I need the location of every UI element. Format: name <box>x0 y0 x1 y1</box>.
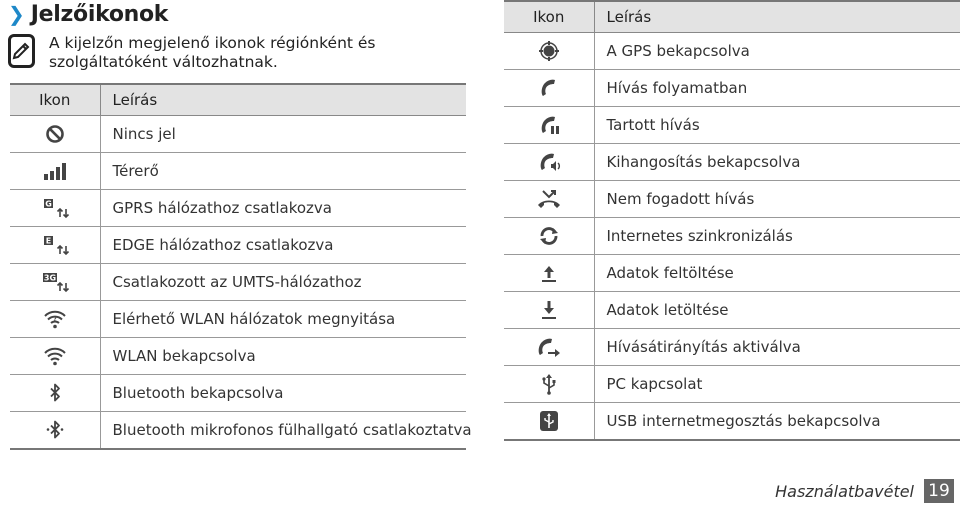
table-row <box>10 153 466 190</box>
table-row <box>504 181 960 218</box>
icon-cell <box>504 218 594 255</box>
description-cell: Nem fogadott hívás <box>594 181 960 218</box>
page-number: 19 <box>924 479 954 503</box>
description-cell: GPRS hálózathoz csatlakozva <box>100 190 466 227</box>
umts-3g-icon <box>40 271 70 293</box>
edge-icon <box>40 234 70 256</box>
usb-tether-icon <box>534 410 564 432</box>
icon-cell <box>10 116 100 153</box>
upload-icon <box>534 262 564 284</box>
table-row <box>504 403 960 441</box>
header-icon: Ikon <box>10 84 100 116</box>
table-row <box>504 255 960 292</box>
description-cell: Térerő <box>100 153 466 190</box>
description-cell: PC kapcsolat <box>594 366 960 403</box>
section-heading <box>8 0 168 28</box>
table-row <box>504 329 960 366</box>
icon-cell <box>10 227 100 264</box>
table-row <box>10 301 466 338</box>
right-icon-table <box>504 0 960 441</box>
sync-icon <box>534 225 564 247</box>
icon-cell <box>504 329 594 366</box>
table-row <box>504 144 960 181</box>
bluetooth-headset-icon <box>40 419 70 441</box>
svg-text:3G: 3G <box>43 273 56 283</box>
icon-cell <box>504 403 594 441</box>
table-row <box>10 190 466 227</box>
description-cell: Elérhető WLAN hálózatok megnyitása <box>100 301 466 338</box>
icon-cell <box>10 190 100 227</box>
missed-call-icon <box>534 188 564 210</box>
icon-cell <box>504 255 594 292</box>
left-icon-table <box>10 83 472 450</box>
table-row <box>504 292 960 329</box>
icon-cell <box>504 366 594 403</box>
header-icon: Ikon <box>504 1 594 33</box>
description-cell: Kihangosítás bekapcsolva <box>594 144 960 181</box>
note-box <box>8 34 468 72</box>
icon-cell <box>504 181 594 218</box>
icon-cell <box>504 292 594 329</box>
description-cell: Bluetooth mikrofonos fülhallgató csatlakoztatva <box>100 412 466 450</box>
svg-text:E: E <box>45 236 51 246</box>
icon-cell <box>504 144 594 181</box>
usb-icon <box>534 373 564 395</box>
description-cell: WLAN bekapcsolva <box>100 338 466 375</box>
description-cell: Hívásátirányítás aktiválva <box>594 329 960 366</box>
description-cell: Hívás folyamatban <box>594 70 960 107</box>
section-title: Jelzőikonok <box>30 1 169 27</box>
description-cell: Adatok letöltése <box>594 292 960 329</box>
no-signal-icon <box>40 123 70 145</box>
svg-text:G: G <box>44 199 52 209</box>
description-cell: Nincs jel <box>100 116 466 153</box>
icon-cell <box>10 301 100 338</box>
table-row <box>504 33 960 70</box>
table-row <box>10 375 466 412</box>
description-cell: A GPS bekapcsolva <box>594 33 960 70</box>
note-text: A kijelzőn megjelenő ikonok régiónként és szolgáltatóként változhatnak. <box>48 34 376 71</box>
description-cell: EDGE hálózathoz csatlakozva <box>100 227 466 264</box>
svg-text:?: ? <box>53 316 57 323</box>
icon-cell <box>504 107 594 144</box>
description-cell: USB internetmegosztás bekapcsolva <box>594 403 960 441</box>
description-cell: Csatlakozott az UMTS-hálózathoz <box>100 264 466 301</box>
note-pencil-icon <box>8 34 35 68</box>
download-icon <box>534 299 564 321</box>
bluetooth-icon <box>40 382 70 404</box>
icon-cell <box>10 375 100 412</box>
table-row <box>504 218 960 255</box>
description-cell: Adatok feltöltése <box>594 255 960 292</box>
table-row <box>10 116 466 153</box>
gprs-icon <box>40 197 70 219</box>
chevron-right-icon: ❯ <box>8 2 25 26</box>
description-cell: Bluetooth bekapcsolva <box>100 375 466 412</box>
wlan-icon <box>40 345 70 367</box>
icon-cell <box>10 264 100 301</box>
icon-cell <box>504 70 594 107</box>
icon-cell <box>10 153 100 190</box>
table-row <box>504 107 960 144</box>
table-row <box>10 264 466 301</box>
table-row <box>504 366 960 403</box>
speakerphone-icon <box>534 151 564 173</box>
description-cell: Internetes szinkronizálás <box>594 218 960 255</box>
call-icon <box>534 77 564 99</box>
icon-cell <box>10 412 100 450</box>
gps-icon <box>534 40 564 62</box>
icon-cell <box>10 338 100 375</box>
header-description: Leírás <box>594 1 960 33</box>
icon-cell <box>504 33 594 70</box>
signal-strength-icon <box>40 160 70 182</box>
table-row <box>504 70 960 107</box>
table-row <box>10 227 466 264</box>
footer-section: Használatbavétel <box>775 481 914 501</box>
page-footer <box>775 479 954 503</box>
table-row <box>10 412 466 450</box>
call-forward-icon <box>534 336 564 358</box>
wlan-open-icon <box>40 308 70 330</box>
call-hold-icon <box>534 114 564 136</box>
header-description: Leírás <box>100 84 466 116</box>
description-cell: Tartott hívás <box>594 107 960 144</box>
table-row <box>10 338 466 375</box>
